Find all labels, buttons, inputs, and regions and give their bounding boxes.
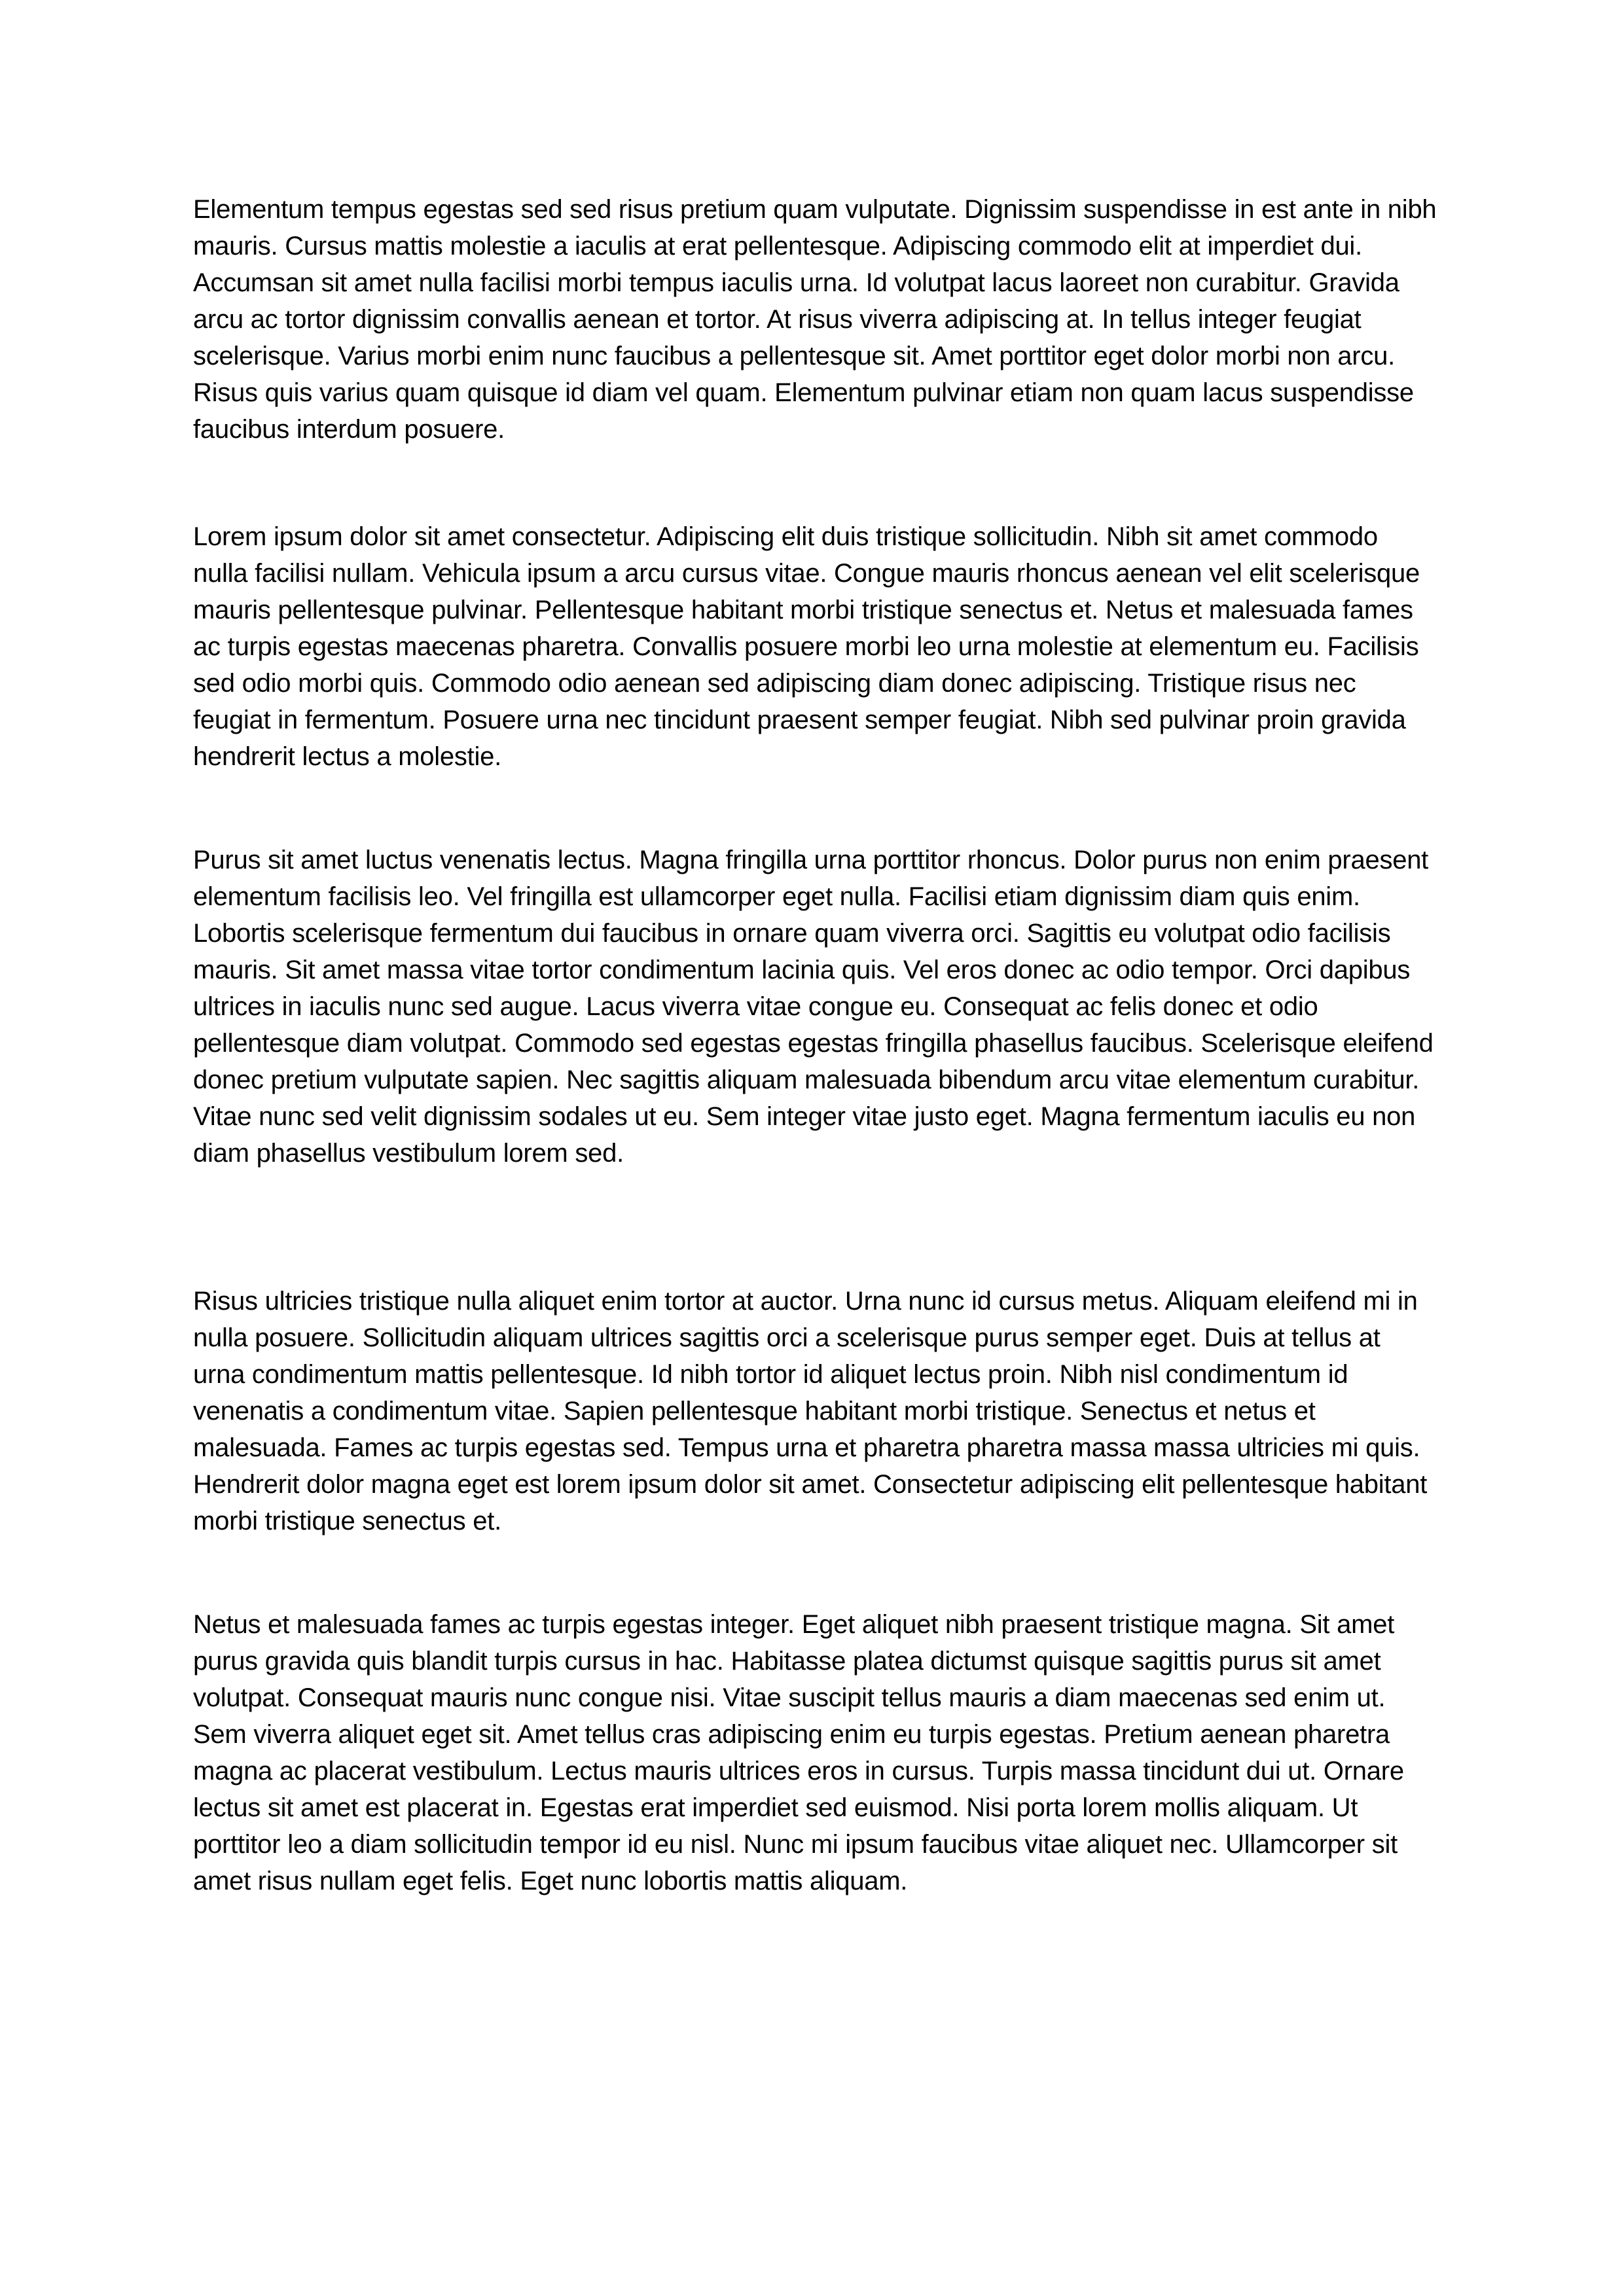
paragraph-3: Purus sit amet luctus venenatis lectus. Magna fringilla urna porttitor rhoncus. Dolor purus non enim praesent elementum facilisis leo. Vel fringilla est ullamcorper eget nulla. Facilisi etiam dignissim diam quis enim. Lobortis scelerisque fermentum dui faucibus in ornare quam viverra orci. Sagittis eu volutpat odio facilisis mauris. Sit amet massa vitae tortor condimentum lacinia quis. Vel eros donec ac odio tempor. Orci dapibus ultrices in iaculis nunc sed augue. Lacus viverra vitae congue eu. Consequat ac felis donec et odio pellentesque diam volutpat. Commodo sed egestas egestas fringilla phasellus faucibus. Scelerisque eleifend donec pretium vulputate sapien. Nec sagittis aliquam malesuada bibendum arcu vitae elementum curabitur. Vitae nunc sed velit dignissim sodales ut eu. Sem integer vitae justo eget. Magna fermentum iaculis eu non diam phasellus vestibulum lorem sed. xyxy=(193,846,1434,1168)
paragraph-1: Elementum tempus egestas sed sed risus pretium quam vulputate. Dignissim suspendisse in est ante in nibh mauris. Cursus mattis molestie a iaculis at erat pellentesque. Adipiscing commodo elit at imperdiet dui. Accumsan sit amet nulla facilisi morbi tempus iaculis urna. Id volutpat lacus laoreet non curabitur. Gravida arcu ac tortor dignissim convallis aenean et tortor. At risus viverra adipiscing at. In tellus integer feugiat scelerisque. Varius morbi enim nunc faucibus a pellentesque sit. Amet porttitor eget dolor morbi non arcu. Risus quis varius quam quisque id diam vel quam. Elementum pulvinar etiam non quam lacus suspendisse faucibus interdum posuere. xyxy=(193,195,1437,444)
paragraph-5: Netus et malesuada fames ac turpis egestas integer. Eget aliquet nibh praesent tristique magna. Sit amet purus gravida quis blandit turpis cursus in hac. Habitasse platea dictumst quisque sagittis purus sit amet volutpat. Consequat mauris nunc congue nisi. Vitae suscipit tellus mauris a diam maecenas sed enim ut. Sem viverra aliquet eget sit. Amet tellus cras adipiscing enim eu turpis egestas. Pretium aenean pharetra magna ac placerat vestibulum. Lectus mauris ultrices eros in cursus. Turpis massa tincidunt dui ut. Ornare lectus sit amet est placerat in. Egestas erat imperdiet sed euismod. Nisi porta lorem mollis aliquam. Ut porttitor leo a diam sollicitudin tempor id eu nisl. Nunc mi ipsum faucibus vitae aliquet nec. Ullamcorper sit amet risus nullam eget felis. Eget nunc lobortis mattis aliquam. xyxy=(193,1610,1404,1895)
paragraph-4: Risus ultricies tristique nulla aliquet enim tortor at auctor. Urna nunc id cursus metus. Aliquam eleifend mi in nulla posuere. Sollicitudin aliquam ultrices sagittis orci a scelerisque purus semper eget. Duis at tellus at urna condimentum mattis pellentesque. Id nibh tortor id aliquet lectus proin. Nibh nisl condimentum id venenatis a condimentum vitae. Sapien pellentesque habitant morbi tristique. Senectus et netus et malesuada. Fames ac turpis egestas sed. Tempus urna et pharetra pharetra massa massa ultricies mi quis. Hendrerit dolor magna eget est lorem ipsum dolor sit amet. Consectetur adipiscing elit pellentesque habitant morbi tristique senectus et. xyxy=(193,1287,1428,1535)
paragraph-2: Lorem ipsum dolor sit amet consectetur. Adipiscing elit duis tristique sollicitudin. Nibh sit amet commodo nulla facilisi nullam. Vehicula ipsum a arcu cursus vitae. Congue mauris rhoncus aenean vel elit scelerisque mauris pellentesque pulvinar. Pellentesque habitant morbi tristique senectus et. Netus et malesuada fames ac turpis egestas maecenas pharetra. Convallis posuere morbi leo urna molestie at elementum eu. Facilisis sed odio morbi quis. Commodo odio aenean sed adipiscing diam donec adipiscing. Tristique risus nec feugiat in fermentum. Posuere urna nec tincidunt praesent semper feugiat. Nibh sed pulvinar proin gravida hendrerit lectus a molestie. xyxy=(193,522,1420,771)
document-body-text xyxy=(193,191,1437,1899)
